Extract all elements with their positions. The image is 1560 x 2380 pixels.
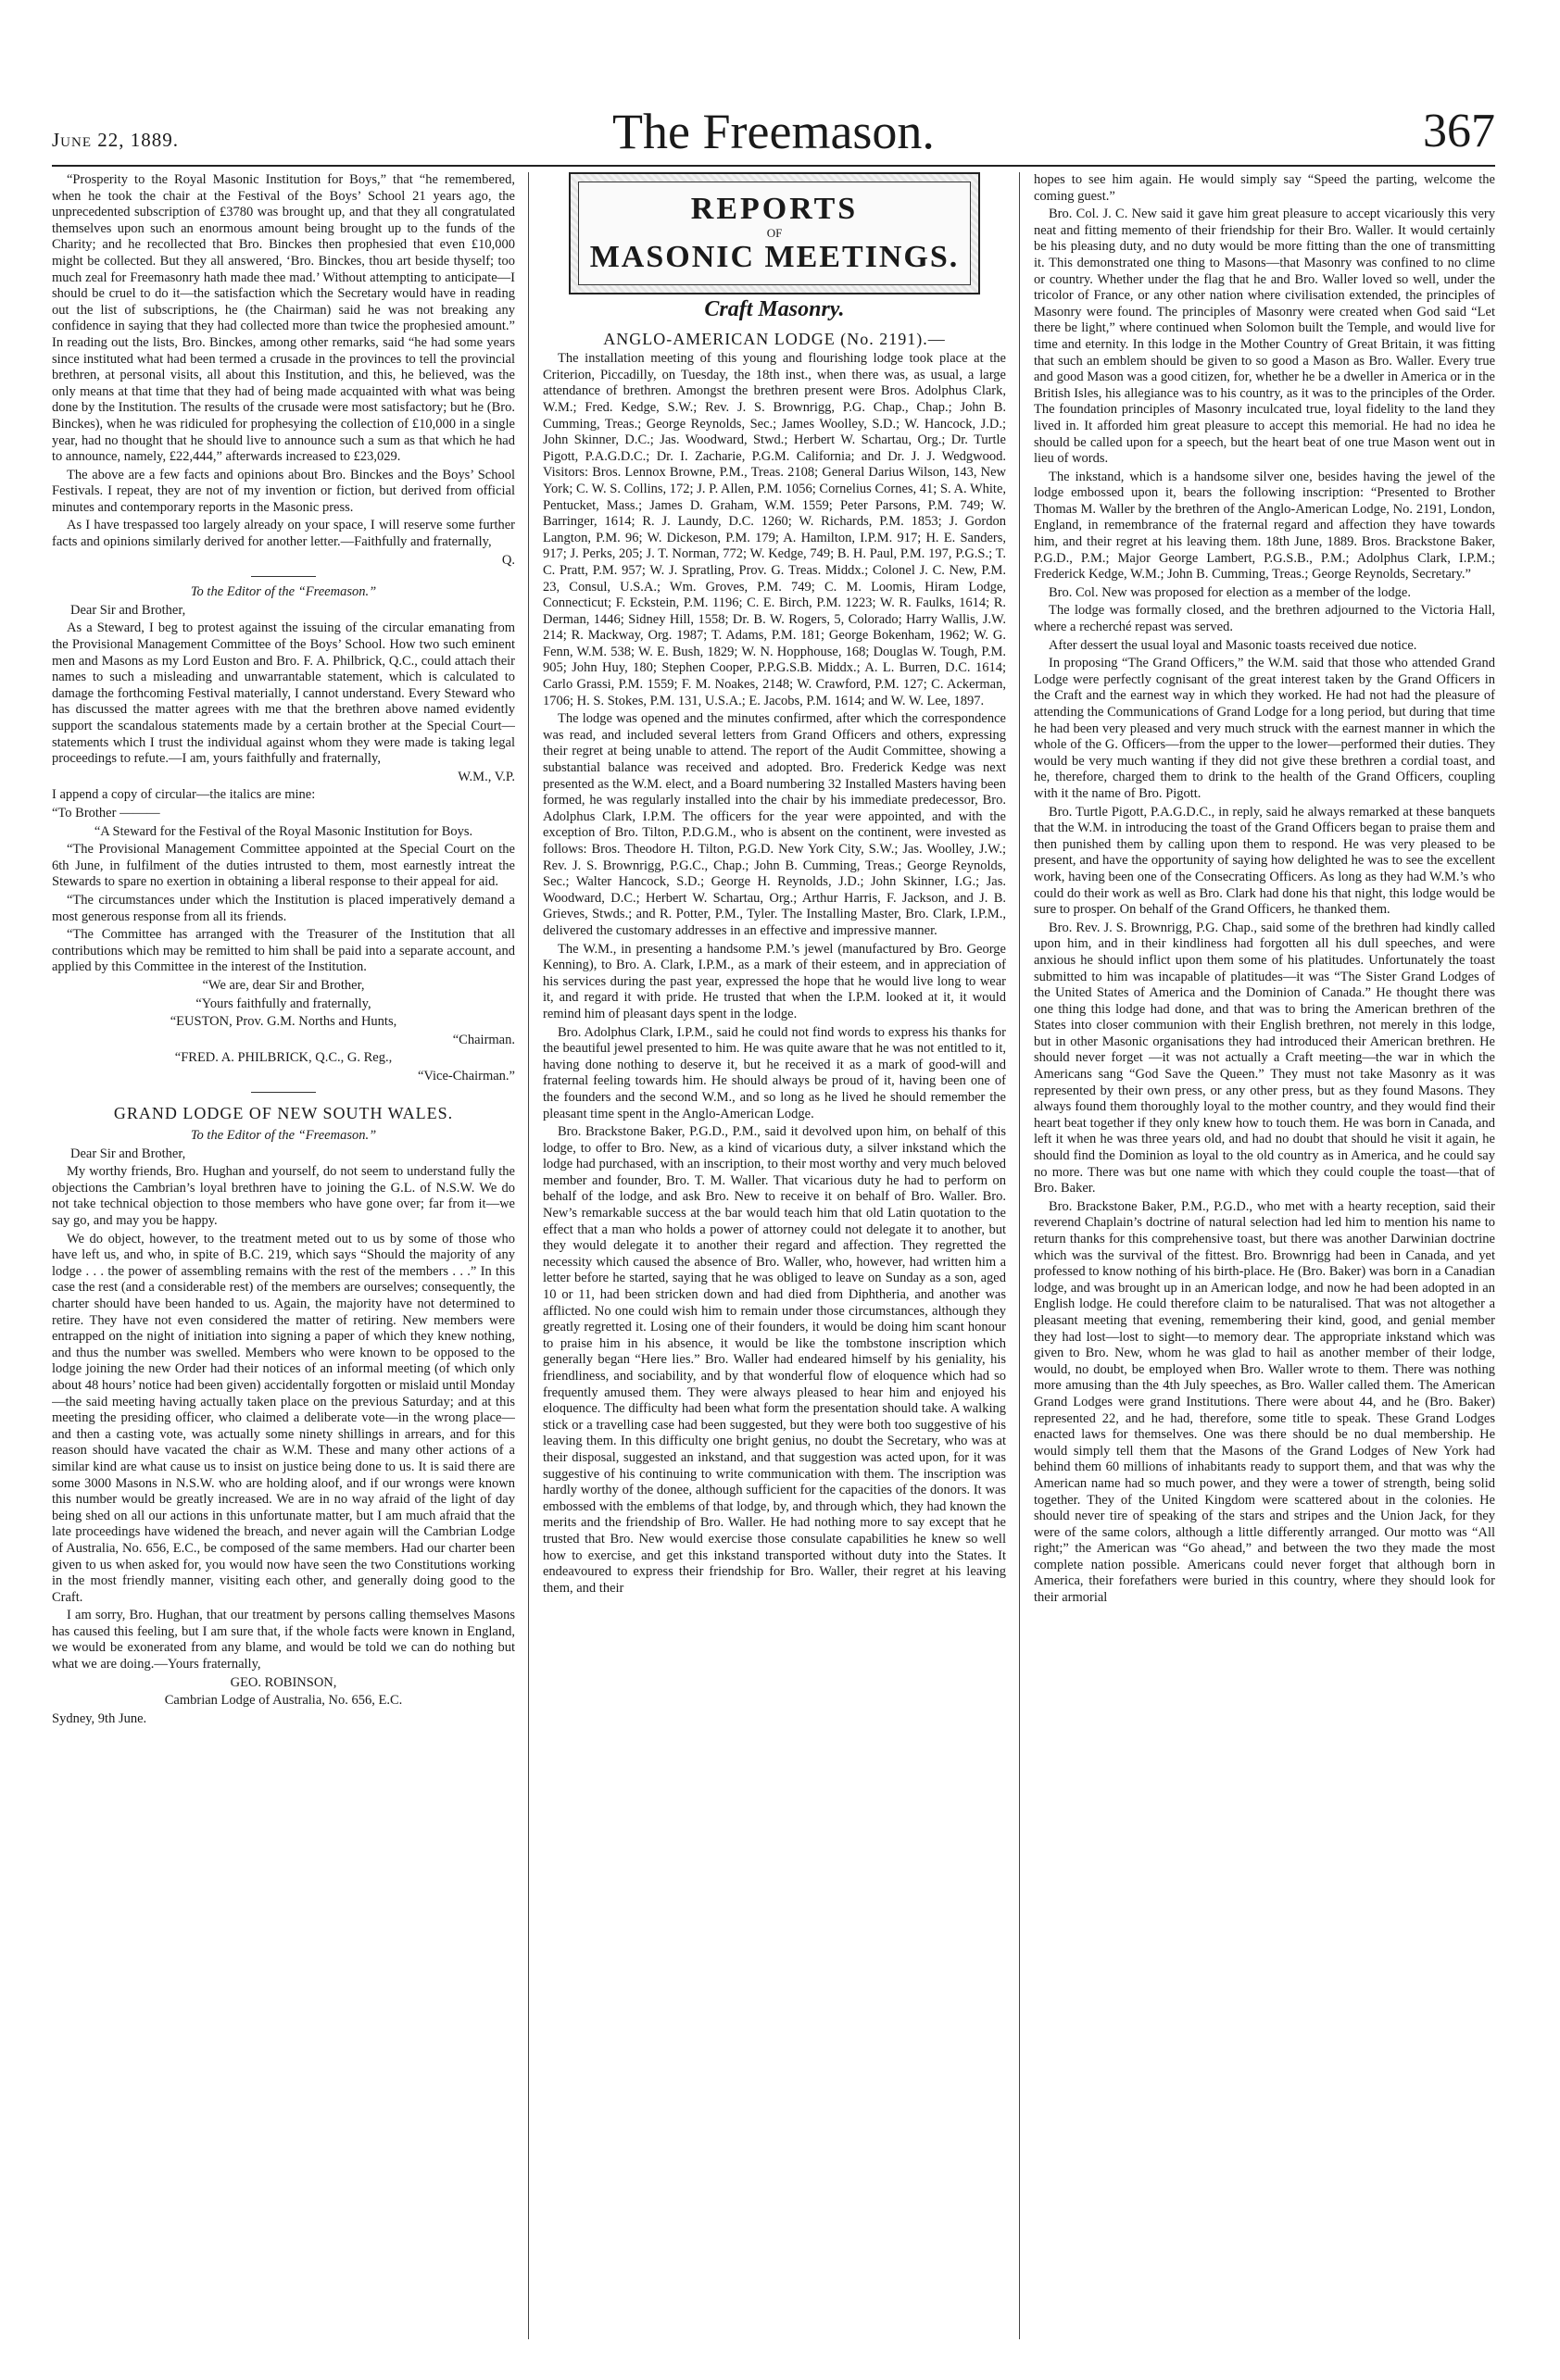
circular-line: “Yours faithfully and fraternally, xyxy=(195,996,371,1011)
circular-line: “EUSTON, Prov. G.M. Norths and Hunts, xyxy=(170,1014,397,1030)
paragraph: In proposing “The Grand Officers,” the W.M. said that those who attended Grand Lodge were perfectly cognisant of the great interest taken by the Grand Officers in the Craft and the earnest way in which they worked. He had not had the pleasure of attending the Communications of Grand Lodge for a long period, but during that time he had been very pleased and very much struck with the earnest manner in which the whole of the G. Officers—from the upper to the lower—performed their duties. They would be very much wanting if they did not give these brethren a cordial toast, and he, therefore, charged them to drink to the health of the Grand Officers, coupling with it the name of Bro. Pigott. xyxy=(1034,656,1495,801)
paragraph: “The Committee has arranged with the Treasurer of the Institution that all contributions which may be remitted to him shall be paid into a separate account, and applied by this Committee in the interest of the Institution. xyxy=(52,927,515,975)
banner-title-top: REPORTS xyxy=(690,192,859,226)
circular-line: “We are, dear Sir and Brother, xyxy=(202,977,365,993)
paragraph: The above are a few facts and opinions about Bro. Binckes and the Boys’ School Festivals. I repeat, they are not of my invention or fiction, but derived from official minutes and contemporary reports in the Masonic press. xyxy=(52,467,515,515)
paragraph: Bro. Col. New was proposed for election as a member of the lodge. xyxy=(1049,584,1411,600)
masthead xyxy=(52,102,1495,161)
paragraph: We do object, however, to the treatment meted out to us by some of those who have left us, and who, in spite of B.C. 219, which says “Should the majority of any lodge . . . the power of assembling remains with the rest of the members . . .” In this case the rest (and a considerable rest) of the members are ourselves; consequently, the charter should have been handed to us. Again, the majority have not determined to retire. They have not even considered the matter of retiring. New members were entrapped on the night of initiation into signing a paper of which they knew nothing, and thus the number was swelled. Members who were known to be opposed to the lodge joining the new Order had their notices of an informal meeting (of which only about 48 hours’ notice had been given) accidentally forgotten or mislaid until Monday —the said meeting having actually taken place on the previous Saturday; and at this meeting the presiding officer, who claimed a deliberate vote—in the wrong place—and then a casting vote, was actually some ninety shillings in arrears, and for this reason should have vacated the chair as W.M. These and many other actions of a similar kind are what cause us to insist on justice being done to us. It is said there are some 3000 Masons in N.S.W. who are holding aloof, and if our wrongs were known this number would be greatly increased. We are in no way afraid of the light of day being shed on all our actions in this unfortunate matter, but I am much afraid that the late proceedings have widened the breach, and never again will the Cambrian Lodge of Australia, No. 656, E.C., be composed of the same members. Had our charter been given to us when asked for, you would now have seen the two Constitutions working in the most friendly manner, visiting each other, and generally doing good to the Craft. xyxy=(52,1231,515,1605)
circular-line: “A Steward for the Festival of the Royal Masonic Institution for Boys. xyxy=(94,823,473,839)
column-middle xyxy=(543,172,1006,2339)
circular-line: “Vice-Chairman.” xyxy=(417,1068,515,1084)
letter-address: To the Editor of the “Freemason.” xyxy=(190,1128,377,1144)
newspaper-title: The Freemason. xyxy=(612,104,935,159)
paragraph: I am sorry, Bro. Hughan, that our treatment by persons calling themselves Masons has caused this feeling, but I am sure that, if the whole facts were known in England, we would be exonerated from any blame, and would be told we can do nothing but what we are doing.—Yours fraternally, xyxy=(52,1608,515,1672)
column-left xyxy=(52,172,515,2339)
salutation: Dear Sir and Brother, xyxy=(70,1146,186,1161)
paragraph: hopes to see him again. He would simply say “Speed the parting, welcome the coming guest.” xyxy=(1034,172,1495,204)
paragraph: I append a copy of circular—the italics are mine: xyxy=(52,787,316,803)
section-title: Craft Masonry. xyxy=(704,297,845,321)
signature: Q. xyxy=(501,552,515,568)
paragraph: Bro. Col. J. C. New said it gave him great pleasure to accept vicariously this very neat and fitting memento of their friendship for their Bro. Waller. It would certainly be his pleasing duty, and no duty would be more fitting than the one of transmitting it. This demonstrated one thing to Masons—that Masonry was confined to no clime or country. Whether under the flag that he and Bro. Waller loved so well, under the tricolor of France, or any other nation where civilisation extended, the principles of Masonry were found. The principles of Masonry were created when God said “Let there be light,” where continued when Solomon built the Temple, and would live for time and eternity. In this lodge in the Mother Country of Great Britain, it was fitting that such an emblem should be given to so good a Mason as Bro. Waller. Every true and good Mason was a good citizen, for, whether he be a dweller in America or in the British Isles, his allegiance was to his country, as it was to the principles of the Order. The foundation principles of Masonry inculcated true, loyal fidelity to the land they lived in. It afforded him great pleasure to accept this memorial. He had no idea he should be called upon for a speech, but the heart beat of one true Mason went out in lieu of words. xyxy=(1034,207,1495,467)
signature: W.M., V.P. xyxy=(458,769,515,784)
masthead-rule xyxy=(52,165,1495,167)
circular-line: “Chairman. xyxy=(452,1032,515,1047)
letter-address: To the Editor of the “Freemason.” xyxy=(190,584,377,600)
signature: Cambrian Lodge of Australia, No. 656, E.C. xyxy=(164,1693,403,1709)
paragraph: Bro. Brackstone Baker, P.M., P.G.D., who met with a hearty reception, said their reverend Chaplain’s doctrine of natural selection had led him to mention his name to return thanks for this comprehensive toast, but there was another Darwinian doctrine which was the survival of the fittest. Bro. Brownrigg had been in Canada, and yet professed to know nothing of his birth-place. He (Bro. Baker) was born in a Canadian lodge, and was brought up in an American lodge, and now he had been adopted in an English lodge. He could therefore claim to be naturalised. That was not altogether a pleasant meeting that evening, remembering their kind, good, and genial member they had lost—lost to sight—to memory dear. The appropriate inkstand which was given to Bro. New, whom he was glad to hail as another member of their lodge, would, no doubt, be employed when Bro. Waller wrote to them. There was nothing more amusing than the 4th July speeches, as Bro. Waller called them. The American Grand Lodges were grand Institutions. There were about 44, and he (Bro. Baker) represented 22, and he had, therefore, some title to speak. These Grand Lodges enacted laws for themselves. One was there should be no dual membership. He would simply tell them that the Masons of the Grand Lodges of New York had behind them 60 millions of inhabitants ready to support them, and that was why the American name had so much power, and they were a tower of strength, being solid together. They of the United Kingdom were scattered about in the colonies. He should never tire of speaking of the stars and stripes and the Union Jack, for they were of the same colors, although a little differently arranged. Our motto was “All right;” the American was “Go ahead,” and between the two they made the most complete nation possible. Americans could never forget that although born in America, their forefathers were buried in this country, where they should look for their armorial xyxy=(1034,1198,1495,1606)
circular-line: “FRED. A. PHILBRICK, Q.C., G. Reg., xyxy=(174,1050,393,1066)
separator-rule xyxy=(251,1092,316,1093)
paragraph: The lodge was formally closed, and the brethren adjourned to the Victoria Hall, where a recherché repast was served. xyxy=(1034,603,1495,635)
paragraph: The W.M., in presenting a handsome P.M.’s jewel (manufactured by Bro. George Kenning), to Bro. A. Clark, I.P.M., as a mark of their esteem, and in appreciation of his services during the past year, expressed the hope that he would live long to wear it, and regard it with pride. He trusted that when the I.P.M. looked at it, it would remind him of pleasant days spent in the lodge. xyxy=(543,941,1006,1021)
paragraph: Bro. Rev. J. S. Brownrigg, P.G. Chap., said some of the brethren had kindly called upon him, and in their kindliness had forgotten all his dull speeches, and were anxious he should inflict upon them some of his platitudes. Unfortunately the toast submitted to him was incapable of platitudes—it was “The Sister Grand Lodges of the United States of America and the Dominion of Canada.” He thought there was one thing this lodge had done, and that was to bring the American brethren of the States into closer communion with their English brethren, not merely in this lodge, but in other Masonic organisations they had introduced their American brethren. He should never forget —it was not actually a Craft meeting—the war in which the Americans sang “God Save the Queen.” They must not take Masonry as it was represented by their own press, or any other press, but as they found Masons. They always found them thoroughly loyal to the mother country, and they would find their heart beat together if they only knew how to touch them. He was born in Canada, and left it when he was three years old, and had no doubt that should he visit it again, he should find the Dominion as loyal to the old country as in America, and he could say no more. There was but one name with which they could couple the toast—that of Bro. Baker. xyxy=(1034,920,1495,1196)
paragraph: Bro. Adolphus Clark, I.P.M., said he could not find words to express his thanks for the beautiful jewel presented to him. He was quite aware that he was not entitled to it, having done nothing to deserve it, but he received it as a mark of good-will and fraternal feeling towards him. He should always be proud of it, having been one of the founders and the second W.M., and so long as he lived he should remember the pleasant time spent in the Anglo-American Lodge. xyxy=(543,1024,1006,1121)
paragraph: After dessert the usual loyal and Masonic toasts received due notice. xyxy=(1049,637,1417,653)
paragraph: My worthy friends, Bro. Hughan and yourself, do not seem to understand fully the objections the Cambrian’s loyal brethren have to joining the G.L. of N.S.W. We do not take technical objection to those members who have gone over; far from it—we say go, and may you be happy. xyxy=(52,1164,515,1229)
paragraph: The lodge was opened and the minutes confirmed, after which the correspondence was read, and included several letters from Grand Officers and others, expressing their regret at being unable to attend. The report of the Audit Committee, showing a substantial balance was received and adopted. Bro. Frederick Kedge was next presented as the W.M. elect, and a Board numbering 32 Installed Masters having been formed, he was regularly installed into the chair by his immediate predecessor, Bro. Adolphus Clark, I.P.M. The officers for the year were appointed, and with the exception of Bro. Tilton, P.D.G.M., who is absent on the continent, were invested as follows: Bros. Theodore H. Tilton, P.G.D. New York City, S.W.; Jas. Woolley, J.W.; Rev. J. S. Brownrigg, P.G.C., Chap.; John B. Cumming, Treas.; George Reynolds, Sec.; Walter Hancock, S.D.; George H. Reynolds, J.D.; John Skinner, I.G.; Jas. Woodward, D.C.; Herbert W. Schartau, Org.; Arthur Harris, F. Jackson, and J. B. Grieves, Stwds.; and R. Potter, P.M., Tyler. The Installing Master, Bro. Clark, I.P.M., delivered the customary addresses in an effective and impressive manner. xyxy=(543,711,1006,938)
article-heading: GRAND LODGE OF NEW SOUTH WALES. xyxy=(113,1104,454,1123)
column-divider xyxy=(1019,172,1020,2339)
salutation: Dear Sir and Brother, xyxy=(70,602,186,618)
dateline: Sydney, 9th June. xyxy=(52,1710,147,1726)
paragraph: As I have trespassed too largely already on your space, I will reserve some further facts and opinions similarly derived for another letter.—Faithfully and fraternally, xyxy=(52,518,515,550)
paragraph: The inkstand, which is a handsome silver one, besides having the jewel of the lodge embossed upon it, bears the following inscription: “Presented to Brother Thomas M. Waller by the brethren of the Anglo-American Lodge, No. 2191, London, England, in remembrance of the fraternal regard and affection they have towards him, and their regret at his leaving them. 18th June, 1889. Bros. Brackstone Baker, P.G.D., P.M.; Major George Lambert, P.G.S.B., P.M.; Adolphus Clark, I.P.M.; Frederick Kedge, W.M.; John B. Cumming, Treas.; George Reynolds, Secretary.” xyxy=(1034,469,1495,582)
paragraph: As a Steward, I beg to protest against the issuing of the circular emanating from the Provisional Management Committee of the Boys’ School. How two such eminent men and Masons as my Lord Euston and Bro. F. A. Philbrick, Q.C., could attach their names to such a misleading and unwarrantable statement, which is calculated to damage the forthcoming Festival materially, I cannot understand. Every Steward who has discussed the matter agrees with me that the brethren above named evidently support the scandalous statements made by a certain brother at the Special Court—statements which I trust the individual against whom they were made is taking legal proceedings to refute.—I am, yours faithfully and fraternally, xyxy=(52,620,515,767)
column-divider xyxy=(528,172,529,2339)
banner-title-bottom: MASONIC MEETINGS. xyxy=(589,240,960,274)
paragraph: “Prosperity to the Royal Masonic Institution for Boys,” that “he remembered, when he took the chair at the Festival of the Boys’ School 21 years ago, the unprecedented subscription of £3780 was brought up, and that they all congratulated themselves upon such an enormous amount being brought up to the funds of the Charity; and he recollected that Bro. Binckes then prophesied that even £10,000 might be collected. But they all answered, ‘Bro. Binckes, thou art beside thyself; too much zeal for Freemasonry hath made thee mad.’ Without attempting to anticipate—I should be cruel to do it—the satisfaction which the Secretary would have in reading out the list of subscriptions, he (the Chairman) said he was not breaking any confidence in saying that they had collected more than twice the prophesied amount.” In reading out the lists, Bro. Binckes, among other remarks, said “he had some years since instituted what had been termed a crusade in the provinces to tell the provincial brethren, at personal visits, all about this Institution, and this, he believed, was the only means at that time that they had of being made acquainted with what was being done by the Institution. The results of the crusade were most satisfactory; but he (Bro. Binckes), when he was ridiculed for prophesying the collection of £10,000 in a single year, had no thought that he should live to announce such a sum as that which he had to announce, namely, £22,444,” afterwards increased to £23,029. xyxy=(52,172,515,465)
paragraph: “The Provisional Management Committee appointed at the Special Court on the 6th June, in fulfilment of the duties intrusted to them, most earnestly intreat the Stewards to spare no exertion in obtaining a liberal response to their appeal for aid. xyxy=(52,842,515,890)
signature: GEO. ROBINSON, xyxy=(230,1674,337,1690)
reports-banner xyxy=(569,172,980,294)
paragraph: “To Brother ——— xyxy=(52,805,160,820)
issue-date: June 22, 1889. xyxy=(52,129,179,151)
paragraph: Bro. Turtle Pigott, P.A.G.D.C., in reply, said he always remarked at these banquets that the W.M. in introducing the toast of the Grand Officers began to praise them and then punished them by calling upon them to respond. He was very pleased to be present, and have the opportunity of saying how delighted he was to see the excellent work, having been one of the Consecrating Officers. As long as they had W.M.’s who could do their work as well as Bro. Clark had done his that night, this lodge would be sure to prosper. On behalf of the Grand Officers, he thanked them. xyxy=(1034,804,1495,918)
page-number: 367 xyxy=(1423,105,1495,157)
paragraph: The installation meeting of this young and flourishing lodge took place at the Criterion, Piccadilly, on Tuesday, the 18th inst., when there was, as usual, a large attendance of brethren. Amongst the brethren present were Bros. Adolphus Clark, W.M.; Fred. Kedge, S.W.; Rev. J. S. Brownrigg, P.G. Chap., Chap.; John B. Cumming, Treas.; George Reynolds, Sec.; James Woolley, S.D.; W. Hancock, J.D.; John Skinner, D.C.; Jas. Woodward, Stwd.; Herbert W. Schartau, Org.; Dr. Turtle Pigott, P.A.G.D.C.; Dr. I. Zacharie, P.G.M. California; and Dr. J. J. Wedgwood. Visitors: Bros. Lennox Browne, P.M., Treas. 2108; General Darius Wilson, 143, New York; C. W. S. Collins, 172; J. P. Allen, P.M. 1056; Cornelius Cornes, 41; S. A. White, Pentucket, Mass.; James D. Graham, W.M. 1559; Peter Parsons, P.M. 749; W. Barringer, 1614; R. J. Laundy, D.C. 1260; W. Richards, P.M. 1853; J. Gordon Langton, P.M. 96; W. Dickeson, P.M. 179; A. Hamilton, I.P.M. 917; H. E. Sanders, 917; J. Perks, 205; J. T. Norman, 772; W. Kedge, 749; B. H. Paul, P.M. 197, P.G.S.; T. C. Pratt, P.M. 957; W. J. Spratling, Prov. G. Treas. Middx.; Colonel J. C. New, P.M. 23, Consul, U.S.A.; Wm. Groves, P.M. 749; C. M. Loomis, Hiram Lodge, Connecticut; F. Eckstein, P.M. 1196; C. E. Birch, P.M. 1223; W. R. Faulks, 1614; R. Derman, 1446; Sidney Hill, 1558; Dr. B. W. Rogers, 5, Colorado; Harry Wallis, J.W. 214; R. Mackway, Org. 1987; T. Adams, P.M. 181; George Bokenham, 1962; W. G. Fenn, W.M. 538; W. E. Bush, 1829; W. N. Hopphouse, 168; Douglas W. Tough, P.M. 905; John Huy, 180; Stephen Cooper, P.P.G.S.B. Middx.; A. L. Burren, D.C. 1614; Carlo Grassi, P.M. 1559; F. M. Noakes, 2148; W. Crawford, P.M. 127; C. Ackerman, 1706; H. S. Stokes, P.M. 131, U.S.A.; E. Jacobs, P.M. 1614; and W. W. Lee, 1897. xyxy=(543,351,1006,708)
column-right xyxy=(1034,172,1495,2339)
paragraph: “The circumstances under which the Institution is placed imperatively demand a most generous response from all its friends. xyxy=(52,892,515,924)
article-heading: ANGLO-AMERICAN LODGE (No. 2191).— xyxy=(603,329,946,348)
separator-rule xyxy=(251,576,316,577)
paragraph: Bro. Brackstone Baker, P.G.D., P.M., said it devolved upon him, on behalf of this lodge, to offer to Bro. New, as a kind of vicarious duty, a silver inkstand which the lodge had purchased, with an inscription, to their most worthy and very much beloved member and founder, Bro. T. M. Waller. That vicarious duty he had to perform on behalf of the lodge, and ask Bro. New to receive it on behalf of Bro. Waller. Bro. New’s remarkable success at the bar would teach him that old Latin quotation to the effect that a man who holds a power of attorney could not delegate it to another, but they would delegate it to another their regard and affection. They regretted the necessity which caused the absence of Bro. Waller, who, however, had written him a letter before he started, saying that he was obliged to leave on Sunday as a son, aged 10 or 11, had been stricken down and had died from Diphtheria, and another was afflicted. No one could wish him to remain under those circumstances, although they greatly regretted it. Losing one of their founders, it would be doing him scant honour to praise him in his absence, it would be like the tombstone inscription which generally began “Here lies.” Bro. Waller had endeared himself by his geniality, his friendliness, and sociability, and by that wonderful flow of eloquence which had so frequently amused them. They were always pleased to hear him and enjoyed his eloquence. The difficulty had been what form the presentation should take. A walking stick or a travelling case had been suggested, but they were both too suggestive of his leaving them. In this difficulty one bright genius, no doubt the Secretary, who was at their disposal, suggested an inkstand, and that suggestion was acted upon, for it was suggestive of his continuing to write communication with them. The inscription was hardly worthy of the donee, although sufficient for the capacities of the donors. It was embossed with the emblems of that lodge, by, and through which, they had known the merits and the friendship of Bro. Waller. He had nothing more to say except that he trusted that Bro. New would exercise those consulate capabilities he knew so well how to exercise, and get this inkstand transported without duty into the States. It endeavoured to express their friendship for Bro. Waller, their regret at his leaving them, and their xyxy=(543,1124,1006,1596)
banner-title-of: OF xyxy=(766,226,783,240)
